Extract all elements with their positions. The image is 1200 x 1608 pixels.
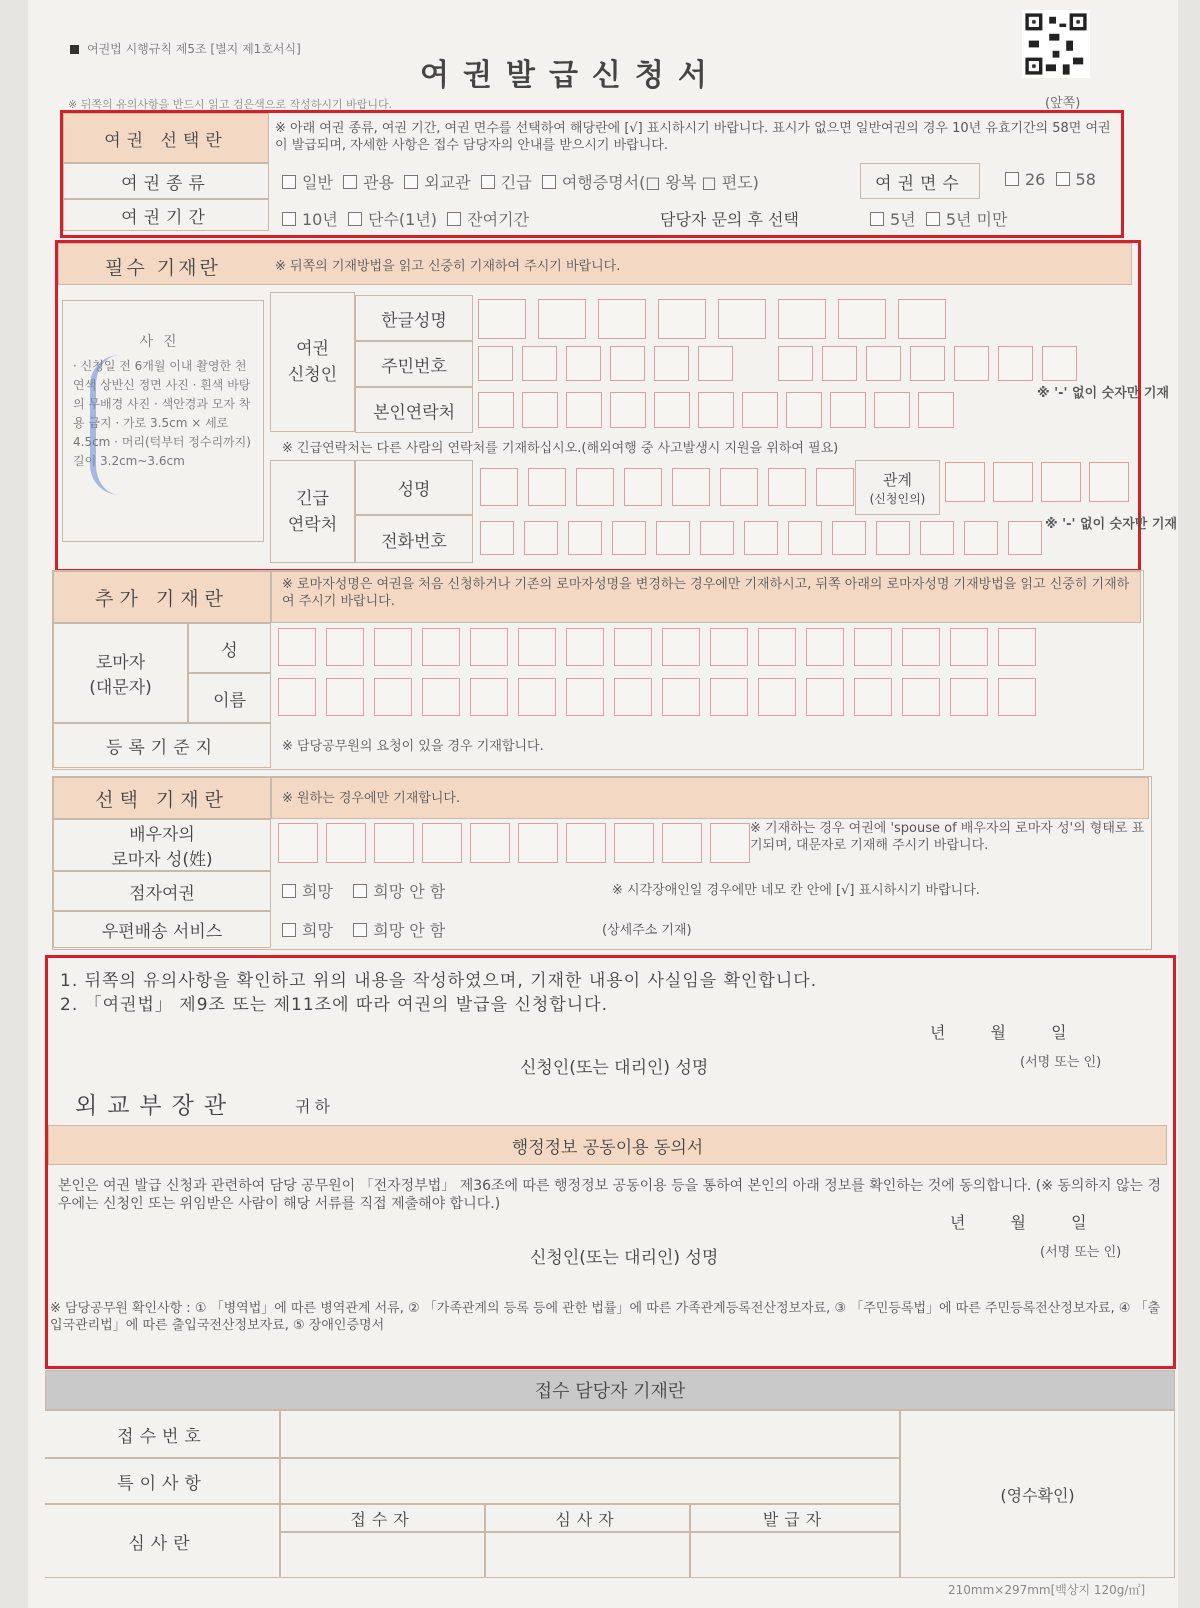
review-label: 심사란 — [45, 1504, 280, 1578]
input-box[interactable] — [822, 346, 857, 381]
input-box[interactable] — [610, 346, 645, 381]
input-box[interactable] — [720, 468, 758, 506]
emergency-phone-label: 전화번호 — [355, 515, 473, 563]
input-box[interactable] — [422, 628, 460, 666]
input-box[interactable] — [662, 678, 700, 716]
receiver-label: 접수자 — [280, 1504, 485, 1532]
passport-period-label: 여권기간 — [63, 199, 269, 231]
consent-date-fields: 년 월 일 — [950, 1213, 1087, 1232]
input-box[interactable] — [672, 468, 710, 506]
input-box[interactable] — [854, 678, 892, 716]
date-fields: 년 월 일 — [930, 1023, 1067, 1042]
input-box[interactable] — [614, 628, 652, 666]
input-box[interactable] — [614, 823, 654, 863]
input-box[interactable] — [658, 299, 706, 339]
input-box[interactable] — [1041, 462, 1081, 502]
input-box[interactable] — [854, 628, 892, 666]
input-box[interactable] — [610, 392, 646, 428]
minister-label: 외교부장관 — [75, 1093, 237, 1119]
domicile-label: 등록기준지 — [53, 723, 271, 768]
declaration-line-1: 1. 뒤쪽의 유의사항을 확인하고 위의 내용을 작성하였으며, 기재한 내용이 사실임을 확인합니다. — [60, 971, 818, 991]
input-box[interactable] — [758, 628, 796, 666]
receiver-sign-field[interactable] — [280, 1532, 485, 1578]
input-box[interactable] — [876, 521, 910, 555]
input-box[interactable] — [778, 346, 813, 381]
form-regulation-note: 여권법 시행규칙 제5조 [별지 제1호서식] — [70, 40, 301, 57]
input-box[interactable] — [710, 628, 748, 666]
input-box[interactable] — [742, 392, 778, 428]
input-box[interactable] — [950, 628, 988, 666]
digits-only-note: ※ '-' 없이 숫자만 기재 — [1037, 386, 1170, 401]
input-box[interactable] — [918, 392, 954, 428]
consent-title: 행정정보 공동이용 동의서 — [48, 1125, 1167, 1165]
issuer-sign-field[interactable] — [690, 1532, 900, 1578]
input-box[interactable] — [326, 678, 364, 716]
input-box[interactable] — [326, 628, 364, 666]
input-box[interactable] — [278, 628, 316, 666]
declaration-line-2: 2. 「여권법」 제9조 또는 제11조에 따라 여권의 발급을 신청합니다. — [60, 995, 609, 1015]
input-box[interactable] — [528, 468, 566, 506]
input-box[interactable] — [374, 628, 412, 666]
input-box[interactable] — [998, 628, 1036, 666]
passport-selection-label: 여권 선택란 — [63, 113, 269, 163]
input-box[interactable] — [470, 628, 508, 666]
input-box[interactable] — [758, 678, 796, 716]
input-box[interactable] — [662, 823, 702, 863]
input-box[interactable] — [744, 521, 778, 555]
input-box[interactable] — [998, 346, 1033, 381]
reviewer-label: 심사자 — [485, 1504, 690, 1532]
input-box[interactable] — [566, 392, 602, 428]
braille-label: 점자여권 — [53, 871, 271, 911]
input-box[interactable] — [524, 521, 558, 555]
postal-label: 우편배송 서비스 — [53, 911, 271, 948]
honorific-label: 귀하 — [295, 1097, 334, 1116]
issuer-label: 발급자 — [690, 1504, 900, 1532]
input-box[interactable] — [902, 678, 940, 716]
paper-spec: 210mm×297mm[백상지 120g/㎡] — [948, 1583, 1146, 1597]
input-box[interactable] — [778, 299, 826, 339]
photo-area: 사진 · 신청일 전 6개월 이내 촬영한 천연색 상반신 정면 사진 · 흰색 바탕의 무배경 사진 · 색안경과 모자 착용 금지 · 가로 3.5cm × 세로 4.5cm · 머리(턱부터 정수리까지) 길이 3.2cm~3.6cm — [62, 300, 264, 542]
receipt-number-field[interactable] — [280, 1410, 900, 1458]
applicant-signature-label: 신청인(또는 대리인) 성명 — [520, 1058, 709, 1078]
consent-signature-label: 신청인(또는 대리인) 성명 — [530, 1248, 719, 1268]
input-box[interactable] — [566, 346, 601, 381]
passport-pages-label: 여권면수 — [860, 163, 980, 199]
input-box[interactable] — [624, 468, 662, 506]
input-box[interactable] — [1008, 521, 1042, 555]
input-box[interactable] — [470, 678, 508, 716]
braille-options[interactable]: 희망 희망 안 함 — [282, 879, 445, 902]
input-box[interactable] — [806, 628, 844, 666]
input-box[interactable] — [566, 678, 604, 716]
passport-pages-options[interactable]: 26 58 — [1005, 170, 1096, 189]
input-box[interactable] — [598, 299, 646, 339]
input-box[interactable] — [662, 628, 700, 666]
input-box[interactable] — [710, 823, 750, 863]
input-box[interactable] — [278, 678, 316, 716]
input-box[interactable] — [478, 392, 514, 428]
postal-note: (상세주소 기재) — [602, 923, 692, 938]
input-box[interactable] — [518, 678, 556, 716]
input-box[interactable] — [830, 392, 866, 428]
input-box[interactable] — [518, 628, 556, 666]
postal-options[interactable]: 희망 희망 안 함 — [282, 918, 445, 941]
emergency-name-label: 성명 — [355, 460, 473, 515]
officer-check-note: ※ 담당공무원 확인사항 : ① 「병역법」에 따른 병역관계 서류, ② 「가족관계의 등록 등에 관한 법률」에 따른 가족관계등록전산정보자료, ③ 「주민등록법」에 따른 주민등록전산정보자료, ④ 「출입국관리법」에 따른 출입국전산정보자료, ⑤ 장애인증명서 — [50, 1301, 1161, 1333]
input-box[interactable] — [920, 521, 954, 555]
qr-code-icon — [1020, 10, 1092, 78]
input-box[interactable] — [566, 628, 604, 666]
input-box[interactable] — [806, 678, 844, 716]
consent-text: 본인은 여권 발급 신청과 관련하여 담당 공무원이 「전자정부법」 제36조에 따른 행정정보 공동이용 등을 통하여 본인의 아래 정보를 확인하는 것에 동의합니다. (※ 동의하지 않는 경우에는 신청인 또는 위임받은 사람이 해당 서류를 직접 제출해야 합니다.) — [58, 1178, 1161, 1212]
additional-note: ※ 로마자성명은 여권을 처음 신청하거나 기존의 로마자성명을 변경하는 경우에만 기재하시고, 뒤쪽 아래의 로마자성명 기재방법을 읽고 신중히 기재하여 주시기 바랍니다. — [282, 577, 1130, 609]
passport-period-options[interactable]: 10년 단수(1년) 잔여기간 — [282, 207, 529, 230]
input-box[interactable] — [422, 678, 460, 716]
input-box[interactable] — [945, 462, 985, 502]
input-box[interactable] — [654, 346, 689, 381]
receipt-confirm-field: (영수확인) — [900, 1410, 1175, 1578]
input-box[interactable] — [866, 346, 901, 381]
input-box[interactable] — [576, 468, 614, 506]
input-box[interactable] — [786, 392, 822, 428]
ink-stamp-mark — [90, 355, 206, 495]
applicant-label: 여권 신청인 — [270, 292, 355, 432]
input-box[interactable] — [1089, 462, 1129, 502]
surname-label: 성 — [188, 623, 271, 673]
emergency-note: ※ 긴급연락처는 다른 사람의 연락처를 기재하십시오.(해외여행 중 사고발생시 지원을 위하여 필요) — [282, 441, 839, 456]
sign-or-seal-note: (서명 또는 인) — [1020, 1055, 1102, 1070]
input-box[interactable] — [374, 823, 414, 863]
input-box[interactable] — [422, 823, 462, 863]
emergency-contact-label: 긴급 연락처 — [270, 460, 355, 563]
input-box[interactable] — [832, 521, 866, 555]
input-box[interactable] — [954, 346, 989, 381]
input-box[interactable] — [910, 346, 945, 381]
input-box[interactable] — [874, 392, 910, 428]
input-box[interactable] — [480, 521, 514, 555]
input-box[interactable] — [950, 678, 988, 716]
receipt-number-label: 접수번호 — [45, 1410, 280, 1458]
officer-consult-label: 담당자 문의 후 선택 — [660, 210, 799, 229]
given-name-label: 이름 — [188, 673, 271, 723]
input-box[interactable] — [898, 299, 946, 339]
input-box[interactable] — [788, 521, 822, 555]
input-box[interactable] — [470, 823, 510, 863]
input-box[interactable] — [768, 468, 806, 506]
form-title: 여권발급신청서 — [420, 58, 721, 93]
input-box[interactable] — [718, 299, 766, 339]
input-box[interactable] — [902, 628, 940, 666]
instruction-note: ※ 뒤쪽의 유의사항을 반드시 읽고 검은색으로 작성하시기 바랍니다. — [68, 98, 393, 111]
input-box[interactable] — [522, 392, 558, 428]
required-label: 필수 기재란 — [105, 257, 221, 279]
relation-label: 관계 (신청인의) — [855, 460, 940, 515]
spouse-label: 배우자의 로마자 성(姓) — [53, 819, 271, 871]
braille-note: ※ 시각장애인일 경우에만 네모 칸 안에 [√] 표시하시기 바랍니다. — [612, 883, 980, 898]
input-box[interactable] — [480, 468, 518, 506]
roman-label: 로마자 (대문자) — [53, 623, 188, 723]
input-box[interactable] — [612, 521, 646, 555]
resident-number-label: 주민번호 — [355, 341, 473, 387]
input-box[interactable] — [654, 392, 690, 428]
input-box[interactable] — [478, 346, 513, 381]
side-indicator: (앞쪽) — [1045, 96, 1081, 111]
input-box[interactable] — [838, 299, 886, 339]
receipt-title: 접수 담당자 기재란 — [45, 1370, 1175, 1410]
optional-label: 선택 기재란 — [53, 777, 271, 819]
domicile-note: ※ 담당공무원의 요청이 있을 경우 기재합니다. — [282, 739, 544, 754]
input-box[interactable] — [816, 468, 854, 506]
input-box[interactable] — [566, 823, 606, 863]
additional-label: 추가 기재란 — [53, 571, 271, 623]
input-box[interactable] — [568, 521, 602, 555]
input-box[interactable] — [964, 521, 998, 555]
input-box[interactable] — [700, 521, 734, 555]
passport-type-label: 여권종류 — [63, 163, 269, 199]
optional-note: ※ 원하는 경우에만 기재합니다. — [282, 791, 461, 806]
input-box[interactable] — [614, 678, 652, 716]
passport-selection-note: ※ 아래 여권 종류, 여권 기간, 여권 면수를 선택하여 해당란에 [√] 표시하시기 바랍니다. 표시가 없으면 일반여권의 경우 10년 유효기간의 58면 여권이 발급되며, 자세한 사항은 접수 담당자의 안내를 받으시기 바랍니다. — [275, 121, 1111, 153]
remaining-period-options[interactable]: 5년 5년 미만 — [870, 207, 1007, 230]
digits-only-note-2: ※ '-' 없이 숫자만 기재 — [1045, 517, 1178, 532]
input-box[interactable] — [998, 678, 1036, 716]
remarks-field[interactable] — [280, 1458, 900, 1504]
spouse-note: ※ 기재하는 경우 여권에 'spouse of 배우자의 로마자 성'의 형태로 표기되며, 대문자로 기재해 주시기 바랍니다. — [750, 821, 1145, 853]
input-box[interactable] — [698, 346, 733, 381]
input-box[interactable] — [374, 678, 412, 716]
input-box[interactable] — [522, 346, 557, 381]
consent-sign-note: (서명 또는 인) — [1040, 1245, 1122, 1260]
input-box[interactable] — [278, 823, 318, 863]
input-box[interactable] — [518, 823, 558, 863]
passport-type-options[interactable]: 일반 관용 외교관 긴급 여행증명서(□ 왕복 □ 편도) — [282, 170, 759, 193]
input-box[interactable] — [710, 678, 748, 716]
input-box[interactable] — [538, 299, 586, 339]
input-box[interactable] — [326, 823, 366, 863]
input-box[interactable] — [656, 521, 690, 555]
input-box[interactable] — [993, 462, 1033, 502]
contact-label: 본인연락처 — [355, 387, 473, 433]
input-box[interactable] — [698, 392, 734, 428]
required-note: ※ 뒤쪽의 기재방법을 읽고 신중히 기재하여 주시기 바랍니다. — [275, 259, 621, 274]
remarks-label: 특이사항 — [45, 1458, 280, 1504]
korean-name-label: 한글성명 — [355, 295, 473, 341]
reviewer-sign-field[interactable] — [485, 1532, 690, 1578]
input-box[interactable] — [1042, 346, 1077, 381]
bullet-square-icon — [70, 45, 79, 54]
input-box[interactable] — [478, 299, 526, 339]
